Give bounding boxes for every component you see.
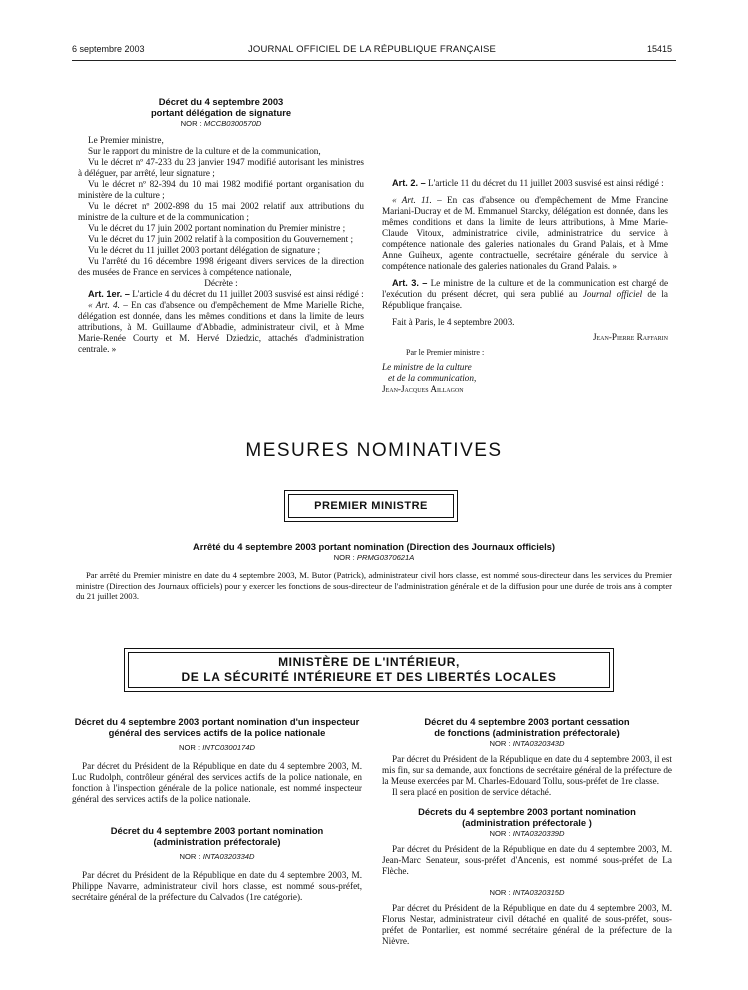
- article-text: Le ministre de la culture et de la communication est chargé de l'exécution du présent décret, qui sera publié au: [382, 278, 669, 299]
- arrete-pm-title: Arrêté du 4 septembre 2003 portant nomination (Direction des Journaux officiels): [192, 541, 556, 552]
- running-header: [72, 44, 672, 58]
- visa-line: Vu le décret nº 2002-898 du 15 mai 2002 relatif aux attributions du ministre de la culture et de la communication ;: [78, 201, 364, 222]
- decree-senateur-title: [382, 806, 672, 828]
- decree-tollu-title: [382, 716, 672, 738]
- arrete-pm-nor: [76, 552, 672, 563]
- nor-code: MCCB0300570D: [203, 119, 262, 128]
- interieur-box: [124, 648, 614, 692]
- nor-code: INTA0320315D: [512, 888, 565, 897]
- visa-line: Vu le décret du 17 juin 2002 portant nomination du Premier ministre ;: [88, 223, 346, 233]
- decree-navarre-title: [72, 825, 362, 847]
- arrete-pm: [76, 541, 672, 602]
- decree-tollu-text-2: Il sera placé en position de service détaché.: [392, 787, 552, 797]
- visa-line: Vu l'arrêté du 16 décembre 1998 érigeant divers services de la direction des musées de France en services à compétence nationale,: [78, 256, 364, 277]
- interieur-left: [72, 716, 362, 903]
- article-text: L'article 4 du décret du 11 juillet 2003 susvisé est ainsi rédigé :: [132, 289, 364, 299]
- article-label: « Art. 11. –: [392, 195, 442, 205]
- nor-code: PRMG0370621A: [356, 553, 415, 562]
- article-text: de la République française.: [382, 289, 668, 310]
- article-text: L'article 11 du décret du 11 juillet 2003 susvisé est ainsi rédigé :: [428, 178, 664, 188]
- article-text: En cas d'absence ou d'empêchement de Mme Marielle Riche, délégation est donnée, dans les mêmes conditions et dans la limite de leurs attributions, à M. Guillaume d'Abbadie, administrateur civil, et à Mme Marie-Renée Courty et M. Hervé Dziedzic, attachés d'administration centrale. »: [78, 300, 365, 354]
- decree-senateur-nor: [382, 828, 672, 839]
- nor-label: NOR :: [179, 743, 201, 752]
- decree-delegation-nor: [78, 118, 364, 129]
- signer-pm: Jean-Pierre Raffarin: [592, 332, 668, 342]
- decree-title-line: Décret du 4 septembre 2003 portant nomination: [110, 825, 324, 836]
- article-label: Art. 2. –: [392, 178, 426, 188]
- decree-inspecteur-text: Par décret du Président de la République en date du 4 septembre 2003, M. Luc Rudolph, contrôleur général des services actifs de la police nationale, en fonction à l'inspection générale de la police nationale, est nommé inspecteur général des services actifs de la police nationale.: [72, 761, 362, 804]
- visa-line: Sur le rapport du ministre de la culture et de la communication,: [88, 146, 321, 156]
- decrete: Décrète :: [204, 278, 238, 288]
- header-page-number: 15415: [646, 44, 672, 54]
- decree-navarre-text: Par décret du Président de la République en date du 4 septembre 2003, M. Philippe Navarre, administrateur civil hors classe, est nommé sous-préfet, secrétaire général de la préfecture du Calvados (1re catégorie).: [72, 870, 362, 902]
- article-1: [78, 289, 364, 300]
- header-rule: [72, 60, 676, 61]
- premier-ministre-label: PREMIER MINISTRE: [314, 500, 428, 512]
- nor-label: NOR :: [489, 888, 511, 897]
- nor-code: INTA0320343D: [512, 739, 565, 748]
- decree-title-line: de fonctions (administration préfectorale): [434, 727, 620, 738]
- header-date: 6 septembre 2003: [72, 44, 145, 54]
- article-text: En cas d'absence ou d'empêchement de Mme Francine Mariani-Ducray et de M. Emmanuel Starcky, délégation est donnée, dans les mêmes conditions et dans la limite de leurs attributions, à Mme Marie-Claude Vitoux, administratrice civile, administratrice du service à compétence nationale des galeries nationales du Grand Palais, et à Mme Anne Guiheux, agente contractuelle, secrétaire générale du service à compétence nationale des galeries nationales du Grand Palais. »: [382, 195, 668, 271]
- nor-code: INTC0300174D: [202, 743, 255, 752]
- nor-label: NOR :: [333, 553, 355, 562]
- article-2: [382, 178, 668, 189]
- premier-ministre-box: [284, 490, 458, 522]
- decree-title-line: Décret du 4 septembre 2003 portant cessation: [424, 716, 630, 727]
- decree-title-line: (administration préfectorale ): [462, 817, 592, 828]
- decree-nestar-nor: [382, 887, 672, 898]
- article-label: Art. 3. –: [392, 278, 428, 288]
- decree-delegation-title: [78, 96, 364, 118]
- visa-line: Le Premier ministre,: [88, 135, 164, 145]
- journal-officiel-ref: Journal officiel: [582, 289, 643, 299]
- minister-name: Jean-Jacques Aillagon: [382, 384, 464, 394]
- nor-code: INTA0320334D: [202, 852, 255, 861]
- nor-label: NOR :: [179, 852, 201, 861]
- minister-title: et de la communication,: [388, 373, 477, 383]
- article-label: Art. 1er. –: [88, 289, 130, 299]
- interieur-box-text: [125, 655, 613, 685]
- visa-line: Vu le décret nº 47-233 du 23 janvier 1947 modifié autorisant les ministres à déléguer, par arrêté, leur signature ;: [78, 157, 364, 178]
- interieur-box-line: MINISTÈRE DE L'INTÉRIEUR,: [278, 655, 460, 669]
- visa-line: Vu le décret nº 82-394 du 10 mai 1982 modifié portant organisation du ministère de la culture ;: [78, 179, 364, 200]
- arrete-pm-text: Par arrêté du Premier ministre en date du 4 septembre 2003, M. Butor (Patrick), administrateur civil hors classe, est nommé sous-directeur dans les services du Premier ministre (Direction des Journaux officiels) pour y exercer les fonctions de sous-directeur de l'administration générale et de la diffusion pour une durée de trois ans à compter du 21 juillet 2003.: [76, 570, 672, 601]
- decree-tollu-text: Par décret du Président de la République en date du 4 septembre 2003, il est mis fin, sur sa demande, aux fonctions de secrétaire général de la préfecture de la Meuse exercées par M. Charles-Edouard Tollu, sous-préfet de 1re classe.: [382, 754, 672, 786]
- decree-title-line: Décret du 4 septembre 2003: [158, 96, 284, 107]
- par-premier-ministre: Par le Premier ministre :: [406, 348, 485, 357]
- visa-line: Vu le décret du 17 juin 2002 relatif à la composition du Gouvernement ;: [88, 234, 354, 244]
- decree-title-line: portant délégation de signature: [150, 107, 292, 118]
- decree-senateur-text: Par décret du Président de la République en date du 4 septembre 2003, M. Jean-Marc Senateur, sous-préfet d'Ancenis, est nommé sous-préfet de La Flèche.: [382, 844, 672, 876]
- header-journal-title: JOURNAL OFFICIEL DE LA RÉPUBLIQUE FRANÇAISE: [247, 44, 497, 55]
- article-4-quote: [78, 300, 364, 355]
- decree-navarre-nor: [72, 851, 362, 862]
- interieur-right: [382, 716, 672, 947]
- decree-nestar-text: Par décret du Président de la République en date du 4 septembre 2003, M. Florus Nestar, administrateur civil détaché en qualité de sous-préfet, sous-préfet de Pontarlier, est nommé secrétaire général de la préfecture de la Nièvre.: [382, 903, 672, 946]
- nor-label: NOR :: [180, 119, 202, 128]
- visa-line: Vu le décret du 11 juillet 2003 portant délégation de signature ;: [88, 245, 321, 255]
- done-at: Fait à Paris, le 4 septembre 2003.: [392, 317, 515, 327]
- article-11-quote: [382, 195, 668, 272]
- decree-delegation-right: [382, 96, 668, 395]
- decree-inspecteur-nor: [72, 742, 362, 753]
- interieur-box-line: DE LA SÉCURITÉ INTÉRIEURE ET DES LIBERTÉS LOCALES: [181, 670, 557, 684]
- decree-tollu-nor: [382, 738, 672, 749]
- nor-label: NOR :: [489, 829, 511, 838]
- decree-inspecteur-title: Décret du 4 septembre 2003 portant nomination d'un inspecteur général des services actifs de la police nationale: [74, 716, 360, 738]
- nor-code: INTA0320339D: [512, 829, 565, 838]
- minister-title: Le ministre de la culture: [382, 362, 472, 372]
- article-label: « Art. 4. –: [88, 300, 128, 310]
- decree-title-line: (administration préfectorale): [153, 836, 281, 847]
- nor-label: NOR :: [489, 739, 511, 748]
- section-heading: MESURES NOMINATIVES: [245, 440, 503, 461]
- article-3: [382, 278, 668, 311]
- decree-delegation-left: [78, 96, 364, 355]
- decree-title-line: Décrets du 4 septembre 2003 portant nomination: [418, 806, 636, 817]
